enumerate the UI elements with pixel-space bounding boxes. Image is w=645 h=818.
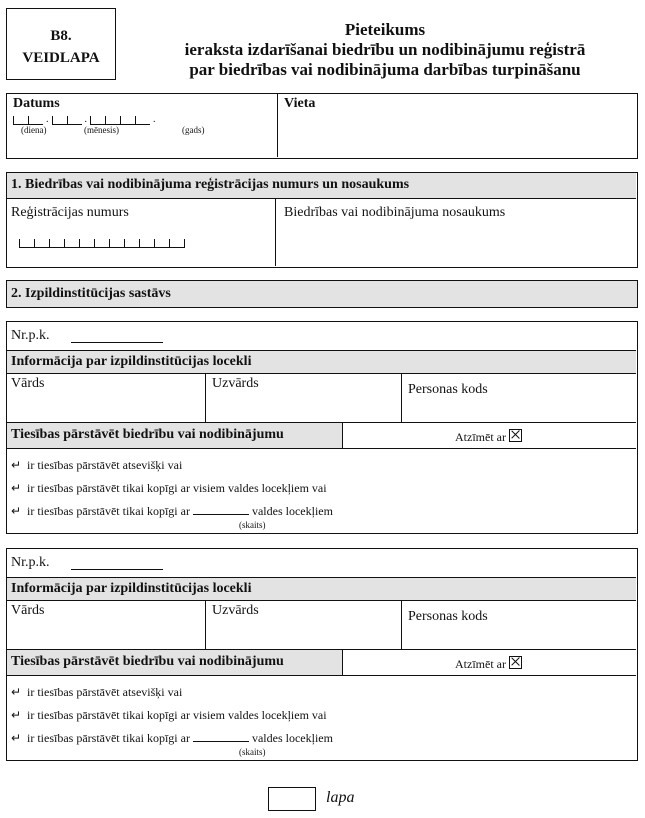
count-hint: (skaits) [239, 520, 266, 530]
checkbox-arrow-icon[interactable]: ↵ [11, 685, 22, 699]
checked-box-icon [509, 429, 522, 442]
checkbox-arrow-icon[interactable]: ↵ [11, 731, 22, 745]
option-jointly-count-text-a: ir tiesības pārstāvēt tikai kopīgi ar [27, 504, 190, 518]
nrpk-label: Nr.p.k. [11, 328, 50, 343]
personal-code-cell[interactable] [401, 601, 636, 649]
form-type: VEIDLAPA [22, 50, 100, 66]
checked-box-icon [509, 656, 522, 669]
option-separately[interactable] [11, 456, 182, 474]
option-jointly-all[interactable] [11, 706, 327, 724]
nrpk-input[interactable] [71, 342, 163, 343]
section1-heading-bar [7, 173, 636, 199]
rights-heading-bar [7, 649, 343, 676]
option-jointly-all[interactable] [11, 479, 327, 497]
checkbox-arrow-icon[interactable]: ↵ [11, 504, 22, 518]
checkbox-arrow-icon[interactable]: ↵ [11, 458, 22, 472]
first-name-cell[interactable] [7, 601, 205, 649]
mark-hint-text: Atzīmēt ar [455, 657, 506, 671]
option-jointly-count[interactable] [11, 502, 333, 520]
mark-hint [455, 656, 522, 672]
count-input[interactable] [193, 731, 249, 742]
member-info-heading: Informācija par izpildinstitūcijas locekli [11, 354, 252, 369]
option-separately-text: ir tiesības pārstāvēt atsevišķi vai [27, 685, 183, 699]
mark-hint-cell [343, 422, 636, 449]
reg-number-label: Reģistrācijas numurs [11, 205, 129, 220]
page-number-box[interactable] [268, 787, 316, 811]
option-jointly-count-text-a: ir tiesības pārstāvēt tikai kopīgi ar [27, 731, 190, 745]
first-name-cell[interactable] [7, 374, 205, 422]
member-info-heading: Informācija par izpildinstitūcijas locekli [11, 581, 252, 596]
option-jointly-count-text-b: valdes locekļiem [251, 731, 333, 745]
section2-heading: 2. Izpildinstitūcijas sastāvs [11, 286, 171, 301]
checkbox-arrow-icon[interactable]: ↵ [11, 481, 22, 495]
rights-heading: Tiesības pārstāvēt biedrību vai nodibinājumu [11, 654, 284, 669]
form-id-box [6, 8, 116, 80]
first-name-label: Vārds [11, 603, 45, 618]
personal-code-label: Personas kods [408, 609, 488, 624]
title-line-3: par biedrības vai nodibinājuma darbības turpināšanu [189, 60, 581, 79]
rights-heading: Tiesības pārstāvēt biedrību vai nodibinājumu [11, 427, 284, 442]
option-separately-text: ir tiesības pārstāvēt atsevišķi vai [27, 458, 183, 472]
date-label: Datums [13, 96, 60, 111]
reg-number-cell[interactable] [7, 199, 275, 266]
last-name-cell[interactable] [205, 374, 401, 422]
checkbox-arrow-icon[interactable]: ↵ [11, 708, 22, 722]
date-place-box [6, 93, 638, 159]
option-jointly-count-text-b: valdes locekļiem [251, 504, 333, 518]
section2-heading-bar [6, 280, 638, 308]
last-name-label: Uzvārds [212, 376, 259, 391]
option-jointly-all-text: ir tiesības pārstāvēt tikai kopīgi ar visiem valdes locekļiem vai [27, 481, 327, 495]
org-name-label: Biedrības vai nodibinājuma nosaukums [284, 205, 506, 220]
section1-box [6, 172, 638, 268]
page-label: lapa [326, 789, 355, 806]
member-info-bar [7, 350, 636, 374]
mark-hint [455, 429, 522, 445]
reg-number-input[interactable] [19, 239, 185, 248]
personal-code-cell[interactable] [401, 374, 636, 422]
year-hint: (gads) [182, 125, 205, 135]
count-input[interactable] [193, 504, 249, 515]
member-info-bar [7, 577, 636, 601]
count-hint: (skaits) [239, 747, 266, 757]
day-hint: (diena) [21, 125, 47, 135]
option-jointly-count[interactable] [11, 729, 333, 747]
member-block-1 [6, 321, 638, 534]
mark-hint-cell [343, 649, 636, 676]
date-cell [7, 94, 277, 157]
nrpk-label: Nr.p.k. [11, 555, 50, 570]
title-line-1: Pieteikums [344, 20, 426, 39]
title-line-2: ieraksta izdarīšanai biedrību un nodibinājumu reģistrā [184, 40, 586, 59]
form-code: B8. [50, 28, 72, 44]
mark-hint-text: Atzīmēt ar [455, 430, 506, 444]
place-cell[interactable] [277, 94, 637, 157]
member-block-2 [6, 548, 638, 761]
date-input[interactable]: . . . [13, 114, 156, 125]
personal-code-label: Personas kods [408, 382, 488, 397]
form-title [130, 20, 640, 80]
place-label: Vieta [284, 96, 316, 111]
rights-heading-bar [7, 422, 343, 449]
option-jointly-all-text: ir tiesības pārstāvēt tikai kopīgi ar visiem valdes locekļiem vai [27, 708, 327, 722]
month-hint: (mēnesis) [84, 125, 119, 135]
last-name-label: Uzvārds [212, 603, 259, 618]
section1-heading: 1. Biedrības vai nodibinājuma reģistrācijas numurs un nosaukums [11, 177, 410, 192]
option-separately[interactable] [11, 683, 182, 701]
nrpk-input[interactable] [71, 569, 163, 570]
last-name-cell[interactable] [205, 601, 401, 649]
first-name-label: Vārds [11, 376, 45, 391]
org-name-cell[interactable] [275, 199, 636, 266]
